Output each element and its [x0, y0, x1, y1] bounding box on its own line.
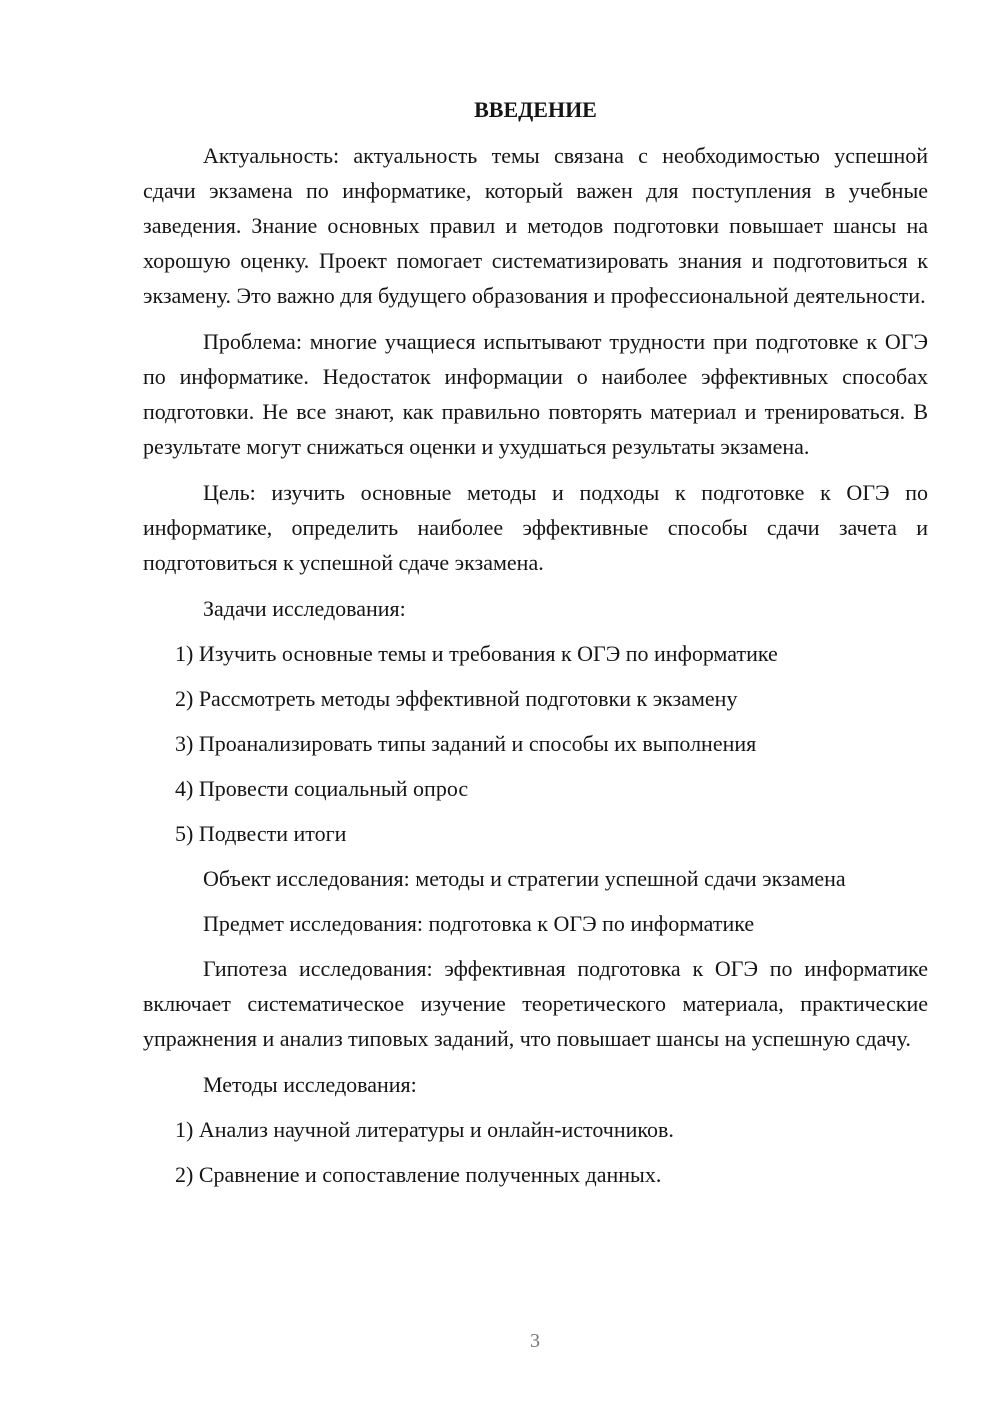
subject-line: Предмет исследования: подготовка к ОГЭ по информатике — [203, 911, 755, 936]
list-item: 2) Сравнение и сопоставление полученных данных. — [175, 1162, 662, 1187]
tasks-list — [143, 636, 928, 851]
list-item: 1) Изучить основные темы и требования к ОГЭ по информатике — [175, 641, 778, 666]
list-item: 3) Проанализировать типы заданий и способы их выполнения — [175, 731, 757, 756]
problem-paragraph: Проблема: многие учащиеся испытывают трудности при подготовке к ОГЭ по информатике. Недостаток информации о наиболее эффективных способах подготовки. Не все знают, как правильно повторять материал и тренироваться. В результате могут снижаться оценки и ухудшаться результаты экзамена. — [143, 329, 928, 459]
relevance-paragraph: Актуальность: актуальность темы связана с необходимостью успешной сдачи экзамена по информатике, который важен для поступления в учебные заведения. Знание основных правил и методов подготовки повышает шансы на хорошую оценку. Проект помогает систематизировать знания и подготовиться к экзамену. Это важно для будущего образования и профессиональной деятельности. — [143, 143, 928, 308]
methods-heading: Методы исследования: — [203, 1072, 417, 1097]
hypothesis-paragraph: Гипотеза исследования: эффективная подготовка к ОГЭ по информатике включает систематическое изучение теоретического материала, практические упражнения и анализ типовых заданий, что повышает шансы на успешную сдачу. — [143, 956, 928, 1051]
object-line: Объект исследования: методы и стратегии успешной сдачи экзамена — [203, 866, 846, 891]
page-title: ВВЕДЕНИЕ — [474, 97, 597, 122]
list-item: 2) Рассмотреть методы эффективной подготовки к экзамену — [175, 686, 738, 711]
list-item: 4) Провести социальный опрос — [175, 776, 469, 801]
list-item: 5) Подвести итоги — [175, 821, 347, 846]
page-number: 3 — [530, 1330, 540, 1352]
document-page — [143, 92, 928, 1202]
list-item: 1) Анализ научной литературы и онлайн-источников. — [175, 1117, 674, 1142]
methods-list — [143, 1112, 928, 1192]
goal-paragraph: Цель: изучить основные методы и подходы к подготовке к ОГЭ по информатике, определить наиболее эффективные способы сдачи зачета и подготовиться к успешной сдаче экзамена. — [143, 480, 928, 575]
tasks-heading: Задачи исследования: — [203, 596, 406, 621]
